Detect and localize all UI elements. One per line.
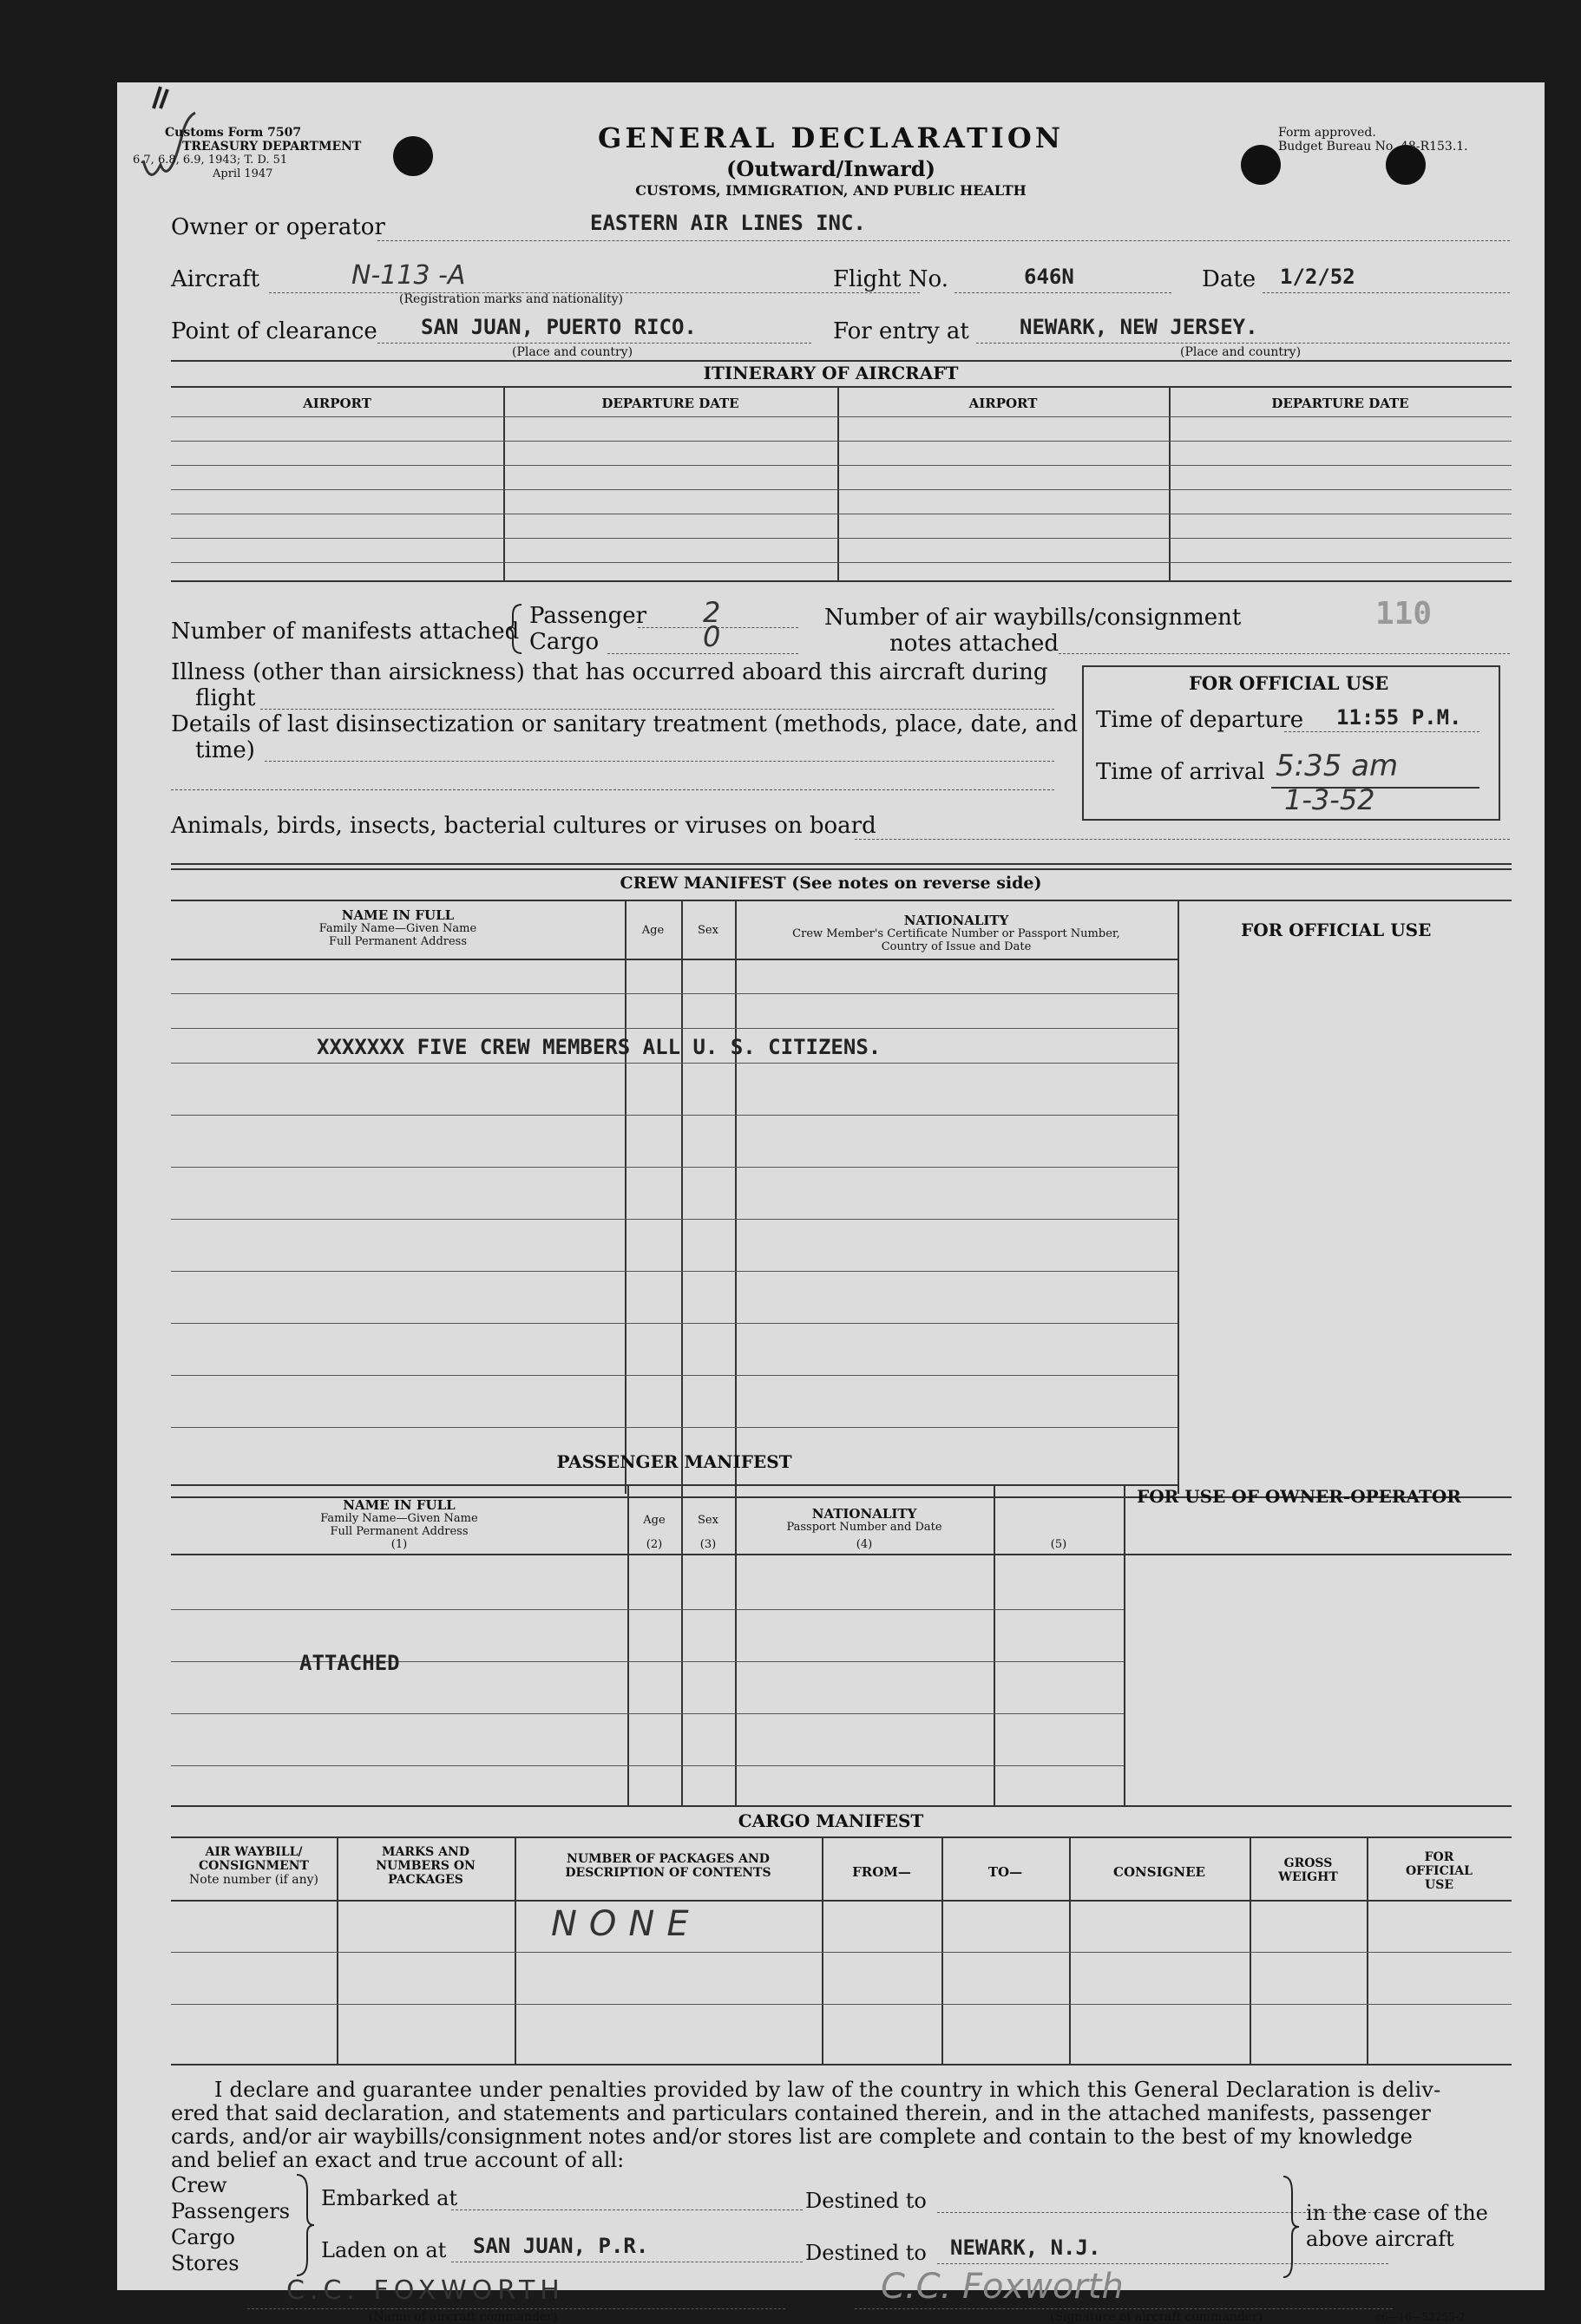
cargo-col-waybill: AIR WAYBILL/ CONSIGNMENT Note number (if any) xyxy=(188,1845,319,1887)
crew-col-nationality: NATIONALITY xyxy=(903,913,1009,928)
disinsect-label: Details of last disinsectization or sanitary treatment (methods, place, date, and xyxy=(171,711,1079,737)
commander-name: C.C. FOXWORTH xyxy=(286,2275,565,2306)
decl-item-stores: Stores xyxy=(171,2251,239,2275)
waybills-label: Number of air waybills/consignment xyxy=(824,605,1242,631)
departure-label: Time of departure xyxy=(1096,707,1304,733)
flight-label: Flight No. xyxy=(833,266,948,292)
crew-col-nationality-sub2: Country of Issue and Date xyxy=(881,940,1032,953)
embarked-label: Embarked at xyxy=(321,2186,458,2210)
cargo-manifest-title: CARGO MANIFEST xyxy=(738,1810,924,1831)
clearance-caption: (Place and country) xyxy=(512,345,633,359)
crew-col-name-sub2: Full Permanent Address xyxy=(328,935,468,948)
destined-label: Destined to xyxy=(805,2189,927,2213)
crew-col-age: Age xyxy=(641,924,665,937)
bracket-icon xyxy=(1282,2175,1299,2279)
itinerary-title: ITINERARY OF AIRCRAFT xyxy=(703,363,959,383)
owner-label: Owner or operator xyxy=(171,214,385,240)
crew-col-name: NAME IN FULL xyxy=(341,907,455,923)
arrival-value: 5:35 am xyxy=(1276,749,1399,783)
waybills-label2: notes attached xyxy=(889,631,1059,657)
passenger-col-age: Age xyxy=(643,1514,666,1527)
cargo-col-consignee: CONSIGNEE xyxy=(1113,1864,1205,1880)
case-label: in the case of the xyxy=(1306,2201,1488,2225)
passenger-col-sex: Sex xyxy=(698,1514,718,1527)
crew-col-name-sub: Family Name—Given Name xyxy=(318,922,477,935)
approval-line1: Form approved. xyxy=(1278,126,1376,140)
cargo-count-value: 0 xyxy=(703,620,721,653)
laden-label: Laden on at xyxy=(321,2238,447,2262)
passenger-col-nationality: NATIONALITY xyxy=(811,1506,917,1522)
decl-item-cargo: Cargo xyxy=(171,2225,235,2249)
declaration-form xyxy=(117,82,1545,2324)
passenger-col-5: (5) xyxy=(1050,1538,1067,1551)
approval-line2: Budget Bureau No. 48-R153.1. xyxy=(1278,140,1468,154)
crew-entry: XXXXXXX FIVE CREW MEMBERS ALL U. S. CITIZENS. xyxy=(317,1035,882,1059)
cargo-col-weight: GROSS WEIGHT xyxy=(1278,1856,1338,1884)
bracket-icon xyxy=(508,603,525,655)
declaration-line3: cards, and/or air waybills/consignment notes and/or stores list are complete and contain to the best of my knowledge xyxy=(171,2124,1413,2149)
print-code: c6—16—52255-2 xyxy=(1375,2311,1466,2323)
bracket-icon xyxy=(295,2173,314,2277)
passenger-col-name-num: (1) xyxy=(390,1538,408,1551)
passenger-col-name: NAME IN FULL xyxy=(343,1497,456,1513)
cargo-col-marks: MARKS AND NUMBERS ON PACKAGES xyxy=(376,1845,476,1887)
passenger-col-nationality-sub: Passport Number and Date xyxy=(786,1521,942,1534)
declaration-line2: ered that said declaration, and statements and particulars contained therein, and in the attached manifests, passenger xyxy=(171,2101,1431,2125)
passenger-col-age-num: (2) xyxy=(646,1538,663,1551)
manifests-label: Number of manifests attached xyxy=(171,619,520,645)
aircraft-value: N-113 -A xyxy=(351,260,466,291)
crew-manifest-title: CREW MANIFEST (See notes on reverse side) xyxy=(620,874,1042,893)
passenger-count-label: Passenger xyxy=(529,603,647,629)
destined-label2: Destined to xyxy=(805,2241,927,2265)
date-label: Date xyxy=(1202,266,1256,292)
crew-official-use: FOR OFFICIAL USE xyxy=(1241,920,1432,940)
itinerary-col-airport: AIRPORT xyxy=(303,396,371,411)
aircraft-caption: (Registration marks and nationality) xyxy=(399,292,623,306)
regulations: 6.7, 6.8, 6.9, 1943; T. D. 51 xyxy=(133,154,288,167)
itinerary-col-departure: DEPARTURE DATE xyxy=(601,396,739,411)
entry-label: For entry at xyxy=(833,318,969,344)
official-use-title: FOR OFFICIAL USE xyxy=(1189,672,1389,694)
commander-name-caption: (Name of aircraft commander) xyxy=(369,2310,558,2324)
passenger-count-value: 2 xyxy=(703,596,721,629)
passenger-manifest-title: PASSENGER MANIFEST xyxy=(556,1451,792,1472)
date-value: 1/2/52 xyxy=(1280,265,1355,289)
cargo-col-to: TO— xyxy=(987,1864,1023,1880)
owner-operator-use: FOR USE OF OWNER-OPERATOR xyxy=(1137,1486,1461,1507)
form-subtitle2: CUSTOMS, IMMIGRATION, AND PUBLIC HEALTH xyxy=(635,182,1027,199)
department: TREASURY DEPARTMENT xyxy=(182,140,362,154)
illness-label: Illness (other than airsickness) that has occurred aboard this aircraft during xyxy=(171,659,1048,685)
owner-value: EASTERN AIR LINES INC. xyxy=(590,211,866,235)
passenger-col-nationality-num: (4) xyxy=(856,1538,873,1551)
itinerary-col-departure2: DEPARTURE DATE xyxy=(1271,396,1409,411)
passenger-entry: ATTACHED xyxy=(299,1651,400,1675)
passenger-col-name-sub2: Full Permanent Address xyxy=(330,1525,469,1538)
decl-item-passengers: Passengers xyxy=(171,2199,291,2223)
illness-label2: flight xyxy=(195,685,256,711)
crew-col-nationality-sub: Crew Member's Certificate Number or Passport Number, xyxy=(792,927,1120,940)
arrival-label: Time of arrival xyxy=(1096,759,1265,785)
passenger-col-name-sub: Family Name—Given Name xyxy=(320,1512,478,1525)
cargo-entry: NONE xyxy=(551,1904,701,1944)
disinsect-label2: time) xyxy=(195,737,255,763)
cargo-col-description: NUMBER OF PACKAGES AND DESCRIPTION OF CONTENTS xyxy=(565,1852,771,1880)
declaration-line1: I declare and guarantee under penalties provided by law of the country in which this General Declaration is deliv- xyxy=(214,2078,1441,2102)
cargo-count-label: Cargo xyxy=(529,629,600,655)
form-id: Customs Form 7507 xyxy=(165,126,302,140)
itinerary-col-airport2: AIRPORT xyxy=(968,396,1038,411)
clearance-label: Point of clearance xyxy=(171,318,377,344)
laden-value: SAN JUAN, P.R. xyxy=(473,2234,649,2258)
form-subtitle: (Outward/Inward) xyxy=(726,156,935,181)
passenger-col-sex-num: (3) xyxy=(699,1538,717,1551)
aircraft-label: Aircraft xyxy=(171,266,260,292)
case-label2: above aircraft xyxy=(1306,2227,1454,2251)
animals-label: Animals, birds, insects, bacterial cultures or viruses on board xyxy=(171,813,876,839)
form-title: GENERAL DECLARATION xyxy=(598,121,1064,154)
entry-caption: (Place and country) xyxy=(1180,345,1302,359)
cargo-col-official: FOR OFFICIAL USE xyxy=(1405,1850,1473,1892)
crew-col-sex: Sex xyxy=(698,924,718,937)
destined-value: NEWARK, N.J. xyxy=(950,2236,1101,2260)
form-date: April 1947 xyxy=(213,167,273,180)
flight-value: 646N xyxy=(1024,265,1074,289)
entry-value: NEWARK, NEW JERSEY. xyxy=(1020,315,1258,339)
clearance-value: SAN JUAN, PUERTO RICO. xyxy=(421,315,697,339)
waybills-value: 110 xyxy=(1375,596,1433,632)
declaration-line4: and belief an exact and true account of all: xyxy=(171,2148,625,2172)
cargo-col-from: FROM— xyxy=(852,1864,911,1880)
commander-signature: C.C. Foxworth xyxy=(881,2267,1124,2307)
decl-item-crew: Crew xyxy=(171,2173,227,2197)
signature-caption: (Signature of aircraft commander) xyxy=(1050,2310,1263,2324)
arrival-date: 1-3-52 xyxy=(1284,783,1375,816)
departure-value: 11:55 P.M. xyxy=(1336,705,1462,730)
